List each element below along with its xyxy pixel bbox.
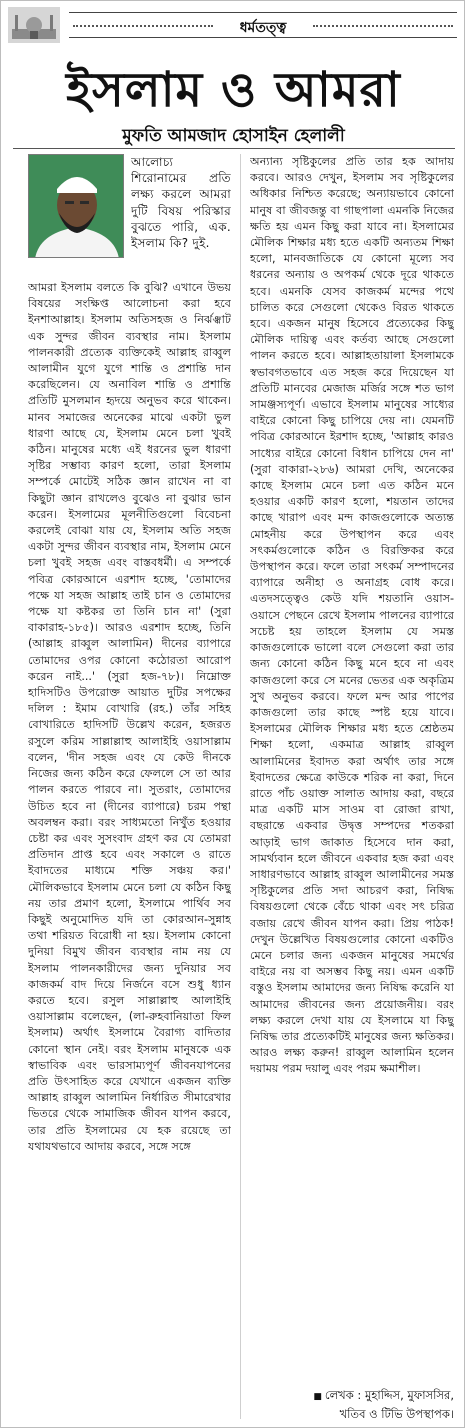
article-byline: মুফতি আমজাদ হোসাইন হেলালী <box>122 126 345 146</box>
author-note-text-1: লেখক : মুহাদ্দিস, মুফাসসির, <box>324 1388 454 1402</box>
section-dots-right <box>313 25 453 27</box>
mosque-logo-icon <box>8 7 60 43</box>
author-note-line-2: খতিব ও টিভি উপস্থাপক। <box>339 1407 454 1421</box>
author-note <box>250 1387 454 1423</box>
author-portrait <box>28 154 124 258</box>
article-intro: আলোচ্য শিরোনামের প্রতি লক্ষ্য করলে আমরা দুটি বিষয় পরিস্কার বুঝতে পারি, এক. ইসলাম কি? দুই. <box>131 155 231 251</box>
article-column-1: আমরা ইসলাম বলতে কি বুঝি? এখানে উভয় বিষয়ের সংক্ষিপ্ত আলোচনা করা হবে ইনশাআল্লাহ। ইসলাম অতিসহজ ও নির্ঝঞ্ঝাট এক সুন্দর জীবন ব্যবস্থার নাম। ইসলাম পালনকারী প্রত্যেক ব্যক্তিকেই আল্লাহ রাব্বুল আলামীন যুগে যুগে শান্তি ও প্রশান্তি দান করেছিলেন। যে অনাবিল শান্তি ও প্রশান্তি প্রতিটি মুসলমান হৃদয়ে অনুভব করে থাকেন। মানব সমাজের অনেকের মাঝে একটা ভুল ধারণা আছে যে, ইসলাম মেনে চলা খুবই কঠিন। মানুষের মধ্যে এই ধরনের ভুল ধারণা সৃষ্টির সম্ভাব্য কারণ হলো, তারা ইসলাম সম্পর্কে মোটেই সঠিক জ্ঞান রাখেন না বা কিছুটা জ্ঞান রাখলেও বুঝেও না বুঝার ভান করেন। ইসলামের মূলনীতিগুলো বিবেচনা করলেই বোঝা যায় যে, ইসলাম অতি সহজ একটা সুন্দর জীবন ব্যবস্থার নাম, ইসলাম মেনে চলা খুবই সহজ এবং বাস্তবধর্মী। এ সম্পর্কে পবিত্র কোরআনে এরশাদ হচ্ছে, 'তোমাদের পক্ষে যা সহজ আল্লাহ তাই চান ও তোমাদের পক্ষে যা কষ্টকর তা তিনি চান না' (সুরা বাকারাহ-১৮৫)। আরও এরশাদ হচ্ছে, তিনি (আল্লাহ রাব্বুল আলামিন) দীনের ব্যাপারে তোমাদের ওপর কোনো কঠোরতা আরোপ করেন নাই...' (সুরা হজ-৭৮)। নিম্নোক্ত হাদিসটিও উপরোক্ত আয়াত দুটির সপক্ষের দলিল : ইমাম বোখারি (রহ.) তাঁর সহিহ বোখারিতে হাদিসটি উল্লেখ করেন, হজরত রসুলে করিম সাল্লাল্লাহু আলাইহি ওয়াসাল্লাম বলেন, 'দীন সহজ এবং যে কেউ দীনকে নিজের জন্য কঠিন করে ফেললে সে তা আর পালন করতে পারবে না। সুতরাং, তোমাদের উচিত হবে না (দীনের ব্যাপারে) চরম পন্থা অবলম্বন করা। বরং সাধ্যমতো নিখুঁত হওয়ার চেষ্টা কর এবং সুসংবাদ গ্রহণ কর যে তোমরা প্রতিদান প্রাপ্ত হবে এবং সকালে ও রাতে ইবাদতের মাধ্যমে শক্তি সঞ্চয় কর।' মৌলিকভাবে ইসলাম মেনে চলা যে কঠিন কিছু নয় তার প্রমাণ হলো, ইসলামে পার্থিব সব কিছুই অনুমোদিত যদি তা কোরআন-সুন্নাহ তথা শরিয়ত বিরোধী না হয়। ইসলাম কোনো দুনিয়া বিমুখ জীবন ব্যবস্থার নাম নয় যে ইসলাম পালনকারীদের জন্য দুনিয়ার সব কাজকর্ম বাদ দিয়ে নির্জনে বসে শুধু ধ্যান করতে হবে। রসুল সাল্লাল্লাহু আলাইহি ওয়াসাল্লাম বলেছেন, (লা-রুহবানিয়াতা ফিল ইসলাম) অর্থাৎ ইসলামে বৈরাগ্য বাদিতার কোনো স্থান নেই। বরং ইসলাম মানুষকে এক স্বাভাবিক এবং ভারসাম্যপূর্ণ জীবনযাপনের প্রতি উৎসাহিত করে যেখানে একজন ব্যক্তি আল্লাহ রাব্বুল আলামিন নির্ধারিত সীমারেখার ভিতরে থেকে সামাজিক জীবন যাপন করবে, তার প্রতি ইসলামের যে হক রয়েছে তা যথাযথভাবে আদায় করবে, সঙ্গে সঙ্গে <box>28 281 231 1153</box>
article-headline: ইসলাম ও আমরা <box>66 62 401 118</box>
section-header <box>69 12 457 38</box>
section-title: ধর্মতত্ত্ব <box>239 20 287 36</box>
article-column-2: অন্যান্য সৃষ্টিকুলের প্রতি তার হক আদায় করবে। আরও দেখুন, ইসলাম সব সৃষ্টিকুলের অধিকার নিশ্চিত করেছে; অন্যায়ভাবে কোনো মানুষ বা জীবজন্তু বা গাছপালা এমনকি নিজের ক্ষতি হয় এমন কিছু করা যাবে না। ইসলামের মৌলিক শিক্ষার মধ্য হতে একটি অন্যতম শিক্ষা হলো, মানবজাতিকে যে কোনো মূল্যে সব ধরনের অন্যায় ও অপকর্ম থেকে দূরে থাকতে হবে। এমনকি যেসব কাজকর্ম মন্দের পথে চালিত করে সেগুলো থেকেও বিরত থাকতে হবে। একজন মানুষ হিসেবে প্রত্যেকের কিছু মৌলিক দায়িত্ব এবং কর্তব্য আছে সেগুলো পালন করতে হবে। আল্লাহতায়ালা ইসলামকে স্বভাবগতভাবে এত সহজ করে দিয়েছেন যা প্রতিটি মানবের মেজাজ মর্জির সঙ্গে শত ভাগ সামঞ্জস্যপূর্ণ। এভাবে ইসলাম মানুষের সাধ্যের বাইরে কোনো কিছু চাপিয়ে দেয় না। যেমনটি পবিত্র কোরআনে ইরশাদ হচ্ছে, 'আল্লাহ কারও সাধ্যের বাইরে কোনো বিধান চাপিয়ে দেন না' (সুরা বাকারা-২৮৬) আমরা দেখি, অনেকের কাছে ইসলাম মেনে চলা এত কঠিন মনে হওয়ার একটি কারণ হলো, শয়তান তাদের কাছে খারাপ এবং মন্দ কাজগুলোকে অত্যন্ত মোহনীয় করে উপস্থাপন করে এবং সৎকর্মগুলোকে কঠিন ও বিরক্তিকর করে উপস্থাপন করে। ফলে তারা সৎকর্ম সম্পাদনের ব্যাপারে অনীহা ও অনাগ্রহ বোধ করে। এতদসত্ত্বেও কেউ যদি শয়তানি ওয়াস-ওয়াসে পেছনে রেখে ইসলাম পালনের ব্যাপারে সচেষ্ট হয় তাহলে ইসলাম যে সমস্ত কাজগুলোকে ভালো বলে সেগুলো করা তার জন্য কোনো কঠিন কিছু মনে হবে না এবং কাজগুলো করে সে মনের ভেতর এক অকৃত্রিম সুখ অনুভব করবে। ফলে মন্দ আর পাপের কাজগুলো তার কাছে স্পষ্ট হয়ে যাবে। ইসলামের মৌলিক শিক্ষার মধ্য হতে শ্রেষ্ঠতম শিক্ষা হলো, একমাত্র আল্লাহ রাব্বুল আলামিনের ইবাদত করা অর্থাৎ তার সঙ্গে ইবাদতের ক্ষেত্রে কাউকে শরিক না করা, দিনে রাতে পাঁচ ওয়াক্ত সালাত আদায় করা, বছরে মাত্র একটি মাস সাওম বা রোজা রাখা, বছরান্তে একবার উদ্বৃত্ত সম্পদের শতকরা আড়াই ভাগ জাকাত হিসেবে দান করা, সামর্থ্যবান হলে জীবনে একবার হজ করা এবং সাধারণভাবে আল্লাহ রাব্বুল আলামীনের সমস্ত সৃষ্টিকুলের প্রতি সদা আচরণ করা, নিষিদ্ধ বিষয়গুলো থেকে বেঁচে থাকা এবং সৎ চরিত্র বজায় রেখে জীবন যাপন করা। প্রিয় পাঠক! দেখুন উল্লেখিত বিষয়গুলোর কোনো একটিও মেনে চলার জন্য একজন মানুষের সমর্থের বাইরে নয় বা অসম্ভব কিছু নয়। এমন একটি বস্তুও ইসলাম আমাদের জন্য নিষিদ্ধ করেনি যা আমাদের জীবনের জন্য প্রয়োজনীয়। বরং লক্ষ্য করলে দেখা যায় যে ইসলামে যা কিছু নিষিদ্ধ তার প্রত্যেকটিই মানুষের জন্য ক্ষতিকর। আরও লক্ষ্য করুন! রাব্বুল আলামিন হলেন দয়াময় পরম দয়ালু এবং পরম ক্ষমাশীল। <box>250 155 454 1076</box>
square-bullet-icon: ■ <box>313 1392 322 1402</box>
author-note-line-1 <box>250 1387 454 1406</box>
column-divider <box>240 154 241 1419</box>
header-divider <box>13 148 455 149</box>
